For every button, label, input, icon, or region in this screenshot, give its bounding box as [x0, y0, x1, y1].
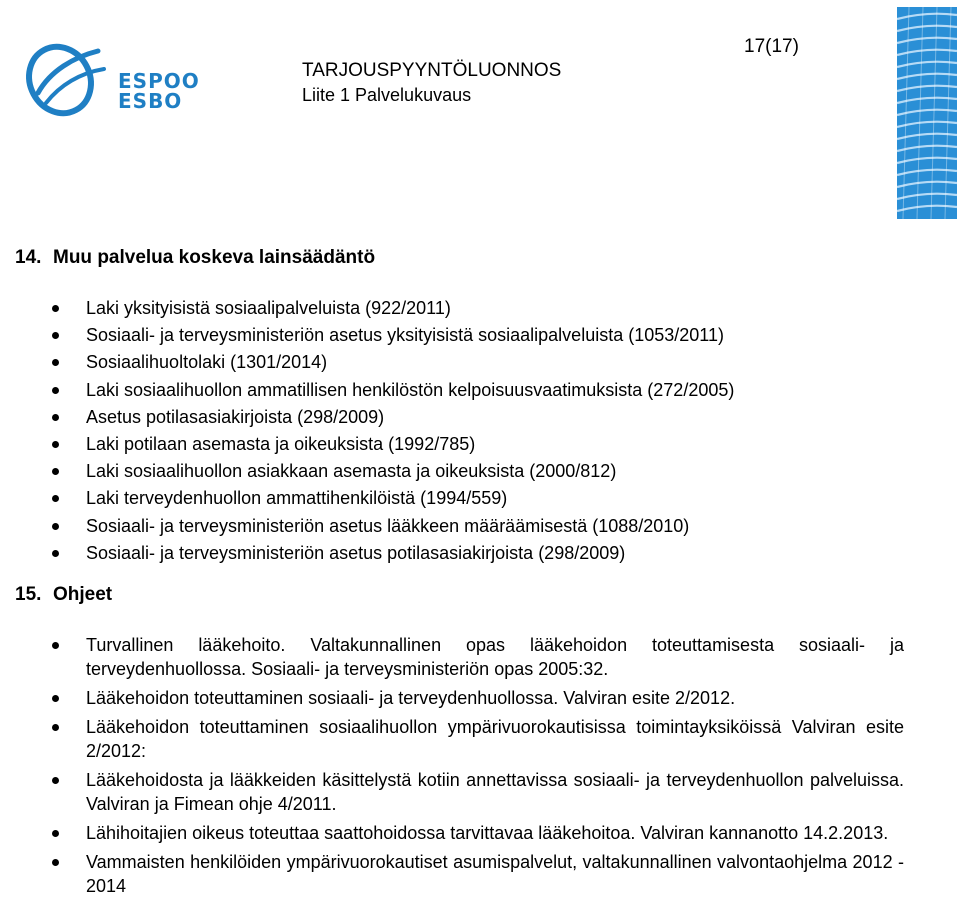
espoo-logo: [18, 33, 208, 123]
section-number: 15.: [15, 584, 42, 605]
page-number: 17(17): [744, 36, 799, 57]
section-title: Muu palvelua koskeva lainsäädäntö: [53, 247, 376, 268]
list-item: Laki sosiaalihuollon ammatillisen henkilöstön kelpoisuusvaatimuksista (272/2005): [0, 377, 904, 404]
list-item: Vammaisten henkilöiden ympärivuorokautiset asumispalvelut, valtakunnallinen valvontaohjelma 2012 - 2014: [0, 850, 904, 898]
list-item: Sosiaali- ja terveysministeriön asetus lääkkeen määräämisestä (1088/2010): [0, 513, 904, 540]
list-item: Lääkehoidon toteuttaminen sosiaalihuollon ympärivuorokautisissa toimintayksiköissä Valviran esite 2/2012:: [0, 715, 904, 763]
logo-line-espoo: ESPOO: [118, 69, 200, 93]
list-item: Laki potilaan asemasta ja oikeuksista (1992/785): [0, 431, 904, 458]
list-item: Laki terveydenhuollon ammattihenkilöistä (1994/559): [0, 485, 904, 512]
section-heading-15: [15, 583, 112, 607]
decorative-stripes-image: [897, 7, 957, 219]
list-item: Turvallinen lääkehoito. Valtakunnallinen opas lääkehoidon toteuttamisesta sosiaali- ja terveydenhuollossa. Sosiaali- ja terveysministeriön opas 2005:32.: [0, 633, 904, 681]
espoo-swirl-icon: [18, 33, 118, 123]
list-item: Sosiaali- ja terveysministeriön asetus potilasasiakirjoista (298/2009): [0, 540, 904, 567]
list-item: Laki yksityisistä sosiaalipalveluista (922/2011): [0, 295, 904, 322]
logo-line-esbo: ESBO: [118, 89, 183, 113]
list-item: Asetus potilasasiakirjoista (298/2009): [0, 404, 904, 431]
guidelines-list: [0, 633, 960, 903]
list-item: Sosiaali- ja terveysministeriön asetus yksityisistä sosiaalipalveluista (1053/2011): [0, 322, 904, 349]
list-item: Lähihoitajien oikeus toteuttaa saattohoidossa tarvittavaa lääkehoitoa. Valviran kannanotto 14.2.2013.: [0, 821, 904, 845]
document-title: TARJOUSPYYNTÖLUONNOS: [302, 60, 562, 81]
document-subtitle: Liite 1 Palvelukuvaus: [302, 85, 472, 105]
list-item: Lääkehoidosta ja lääkkeiden käsittelystä kotiin annettavissa sosiaali- ja terveydenhuollon palveluissa. Valviran ja Fimean ohje 4/2011.: [0, 768, 904, 816]
list-item: Lääkehoidon toteuttaminen sosiaali- ja terveydenhuollossa. Valviran esite 2/2012.: [0, 686, 904, 710]
list-item: Laki sosiaalihuollon asiakkaan asemasta ja oikeuksista (2000/812): [0, 458, 904, 485]
legislation-list: [0, 295, 960, 567]
section-number: 14.: [15, 247, 42, 268]
logo-wordmark: [118, 71, 200, 111]
section-title: Ohjeet: [53, 584, 113, 605]
list-item: Sosiaalihuoltolaki (1301/2014): [0, 349, 904, 376]
section-heading-14: [15, 246, 375, 270]
